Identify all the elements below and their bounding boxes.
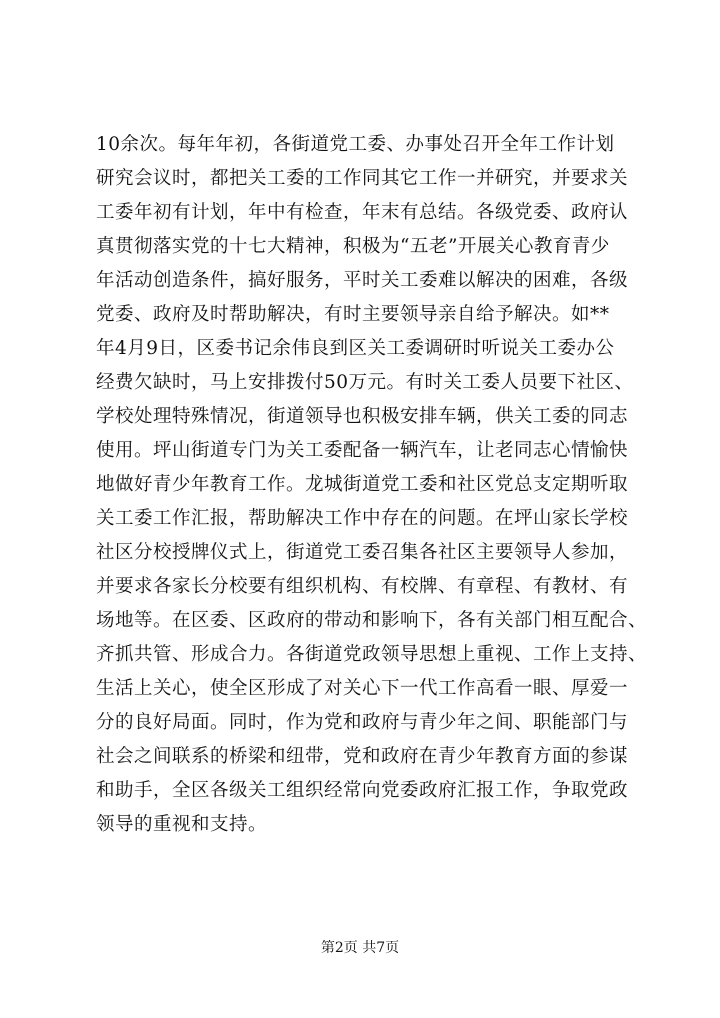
text-line: 齐抓共管、形成合力。各街道党政领导思想上重视、工作上支持、 bbox=[96, 644, 648, 665]
text-line: 研究会议时，都把关工委的工作同其它工作一并研究，并要求关 bbox=[96, 168, 629, 189]
text-line: 真贯彻落实党的十七大精神，积极为“五老”开展关心教育青少 bbox=[96, 236, 610, 257]
text-line: 场地等。在区委、区政府的带动和影响下，各有关部门相互配合、 bbox=[96, 610, 648, 631]
text-line: 地做好青少年教育工作。龙城街道党工委和社区党总支定期听取 bbox=[96, 474, 629, 495]
body-paragraph bbox=[96, 128, 648, 842]
text-line: 年4月9日，区委书记余伟良到区关工委调研时听说关工委办公 bbox=[96, 338, 615, 359]
text-line: 社会之间联系的桥梁和纽带，党和政府在青少年教育方面的参谋 bbox=[96, 746, 629, 767]
text-line: 并要求各家长分校要有组织机构、有校牌、有章程、有教材、有 bbox=[96, 576, 629, 597]
text-line: 生活上关心，使全区形成了对关心下一代工作高看一眼、厚爱一 bbox=[96, 678, 629, 699]
text-line: 年活动创造条件，搞好服务，平时关工委难以解决的困难，各级 bbox=[96, 270, 629, 291]
text-line: 学校处理特殊情况，街道领导也积极安排车辆，供关工委的同志 bbox=[96, 406, 629, 427]
text-line: 分的良好局面。同时，作为党和政府与青少年之间、职能部门与 bbox=[96, 712, 629, 733]
text-line: 党委、政府及时帮助解决，有时主要领导亲自给予解决。如** bbox=[96, 304, 610, 325]
text-line: 和助手，全区各级关工组织经常向党委政府汇报工作，争取党政 bbox=[96, 780, 629, 801]
text-line: 关工委工作汇报，帮助解决工作中存在的问题。在坪山家长学校 bbox=[96, 508, 629, 529]
text-line: 工委年初有计划，年中有检查，年末有总结。各级党委、政府认 bbox=[96, 202, 629, 223]
text-line: 领导的重视和支持。 bbox=[96, 814, 268, 835]
text-line: 使用。坪山街道专门为关工委配备一辆汽车，让老同志心情愉快 bbox=[96, 440, 629, 461]
text-line: 10余次。每年年初，各街道党工委、办事处召开全年工作计划 bbox=[96, 134, 615, 155]
text-line: 经费欠缺时，马上安排拨付50万元。有时关工委人员要下社区、 bbox=[96, 372, 634, 393]
page-footer: 第2页 共7页 bbox=[320, 940, 400, 956]
text-line: 社区分校授牌仪式上，街道党工委召集各社区主要领导人参加， bbox=[96, 542, 629, 563]
